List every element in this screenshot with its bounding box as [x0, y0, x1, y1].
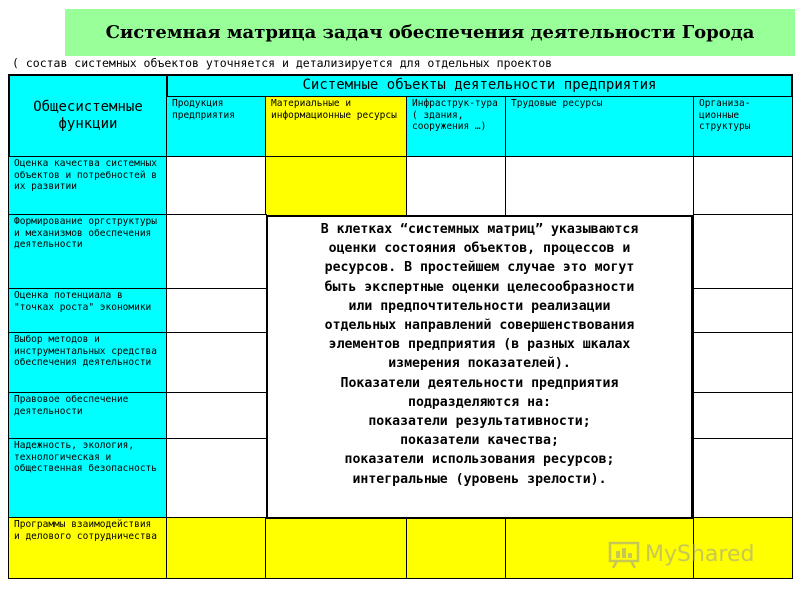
callout-line: подразделяются на: — [408, 394, 551, 410]
page-title: Системная матрица задач обеспечения деятельности Города — [105, 22, 755, 43]
matrix-cell — [166, 214, 267, 290]
column-header-1: Продукция предприятия — [166, 96, 267, 158]
callout-line: оценки состояния объектов, процессов и — [328, 241, 631, 257]
matrix-cell — [693, 392, 793, 440]
callout-text — [268, 217, 691, 489]
callout-line: показатели качества; — [400, 433, 559, 449]
row-label-2: Формирование оргструктуры и механизмов обеспечения деятельности — [8, 214, 168, 290]
corner-header: Общесистемные функции — [8, 74, 168, 158]
callout-line: В клетках “системных матриц” указываются — [320, 222, 639, 237]
row-label-1: Оценка качества системных объектов и потребностей в их развитии — [8, 156, 168, 216]
row-label-7: Программы взаимодействия и делового сотрудничества — [8, 517, 168, 579]
matrix-cell — [406, 156, 507, 216]
callout-line: показатели использования ресурсов; — [344, 452, 615, 468]
matrix-cell — [166, 392, 267, 440]
matrix-cell — [505, 156, 695, 216]
column-header-5: Организа-ционные структуры — [693, 96, 793, 158]
watermark — [607, 539, 754, 569]
matrix-cell — [693, 288, 793, 334]
matrix-cell — [406, 517, 507, 579]
callout-line: элементов предприятия (в разных шкалах — [328, 337, 631, 353]
callout-line: быть экспертные оценки целесообразности — [324, 279, 635, 295]
top-header: Системные объекты деятельности предприятия — [166, 74, 793, 98]
callout-line: интегральные (уровень зрелости). — [352, 471, 607, 487]
presentation-icon — [607, 539, 641, 569]
matrix-cell — [693, 332, 793, 394]
column-header-3: Инфраструк-тура ( здания, сооружения …) — [406, 96, 507, 158]
callout-line: или предпочтительности реализации — [348, 298, 611, 314]
row-label-6: Надежность, экология, технологическая и общественная безопасность — [8, 438, 168, 519]
callout-line: показатели результативности; — [368, 414, 591, 430]
callout-line: измерения показателей). — [388, 356, 571, 372]
matrix-cell — [693, 156, 793, 216]
matrix-cell — [166, 156, 267, 216]
subtitle-note: ( состав системных объектов уточняется и детализируется для отдельных проектов — [12, 56, 553, 70]
matrix-cell — [166, 438, 267, 519]
row-label-3: Оценка потенциала в "точках роста" экономики — [8, 288, 168, 334]
matrix-cell — [166, 332, 267, 394]
matrix-cell — [693, 438, 793, 519]
title-banner — [65, 9, 795, 56]
matrix-cell — [265, 517, 408, 579]
matrix-cell — [265, 156, 408, 216]
callout-line: отдельных направлений совершенствования — [324, 318, 635, 334]
row-label-5: Правовое обеспечение деятельности — [8, 392, 168, 440]
matrix-cell — [166, 517, 267, 579]
matrix-cell — [166, 288, 267, 334]
callout-line: ресурсов. В простейшем случае это могут — [324, 260, 635, 276]
matrix-cell — [693, 214, 793, 290]
callout-line: Показатели деятельности предприятия — [340, 375, 619, 391]
watermark-text: MyShared — [645, 541, 755, 567]
row-label-4: Выбор методов и инструментальных средства обеспечения деятельности — [8, 332, 168, 394]
column-header-4: Трудовые ресурсы — [505, 96, 695, 158]
callout-box — [266, 215, 693, 519]
column-header-2: Материальные и информационные ресурсы — [265, 96, 408, 158]
